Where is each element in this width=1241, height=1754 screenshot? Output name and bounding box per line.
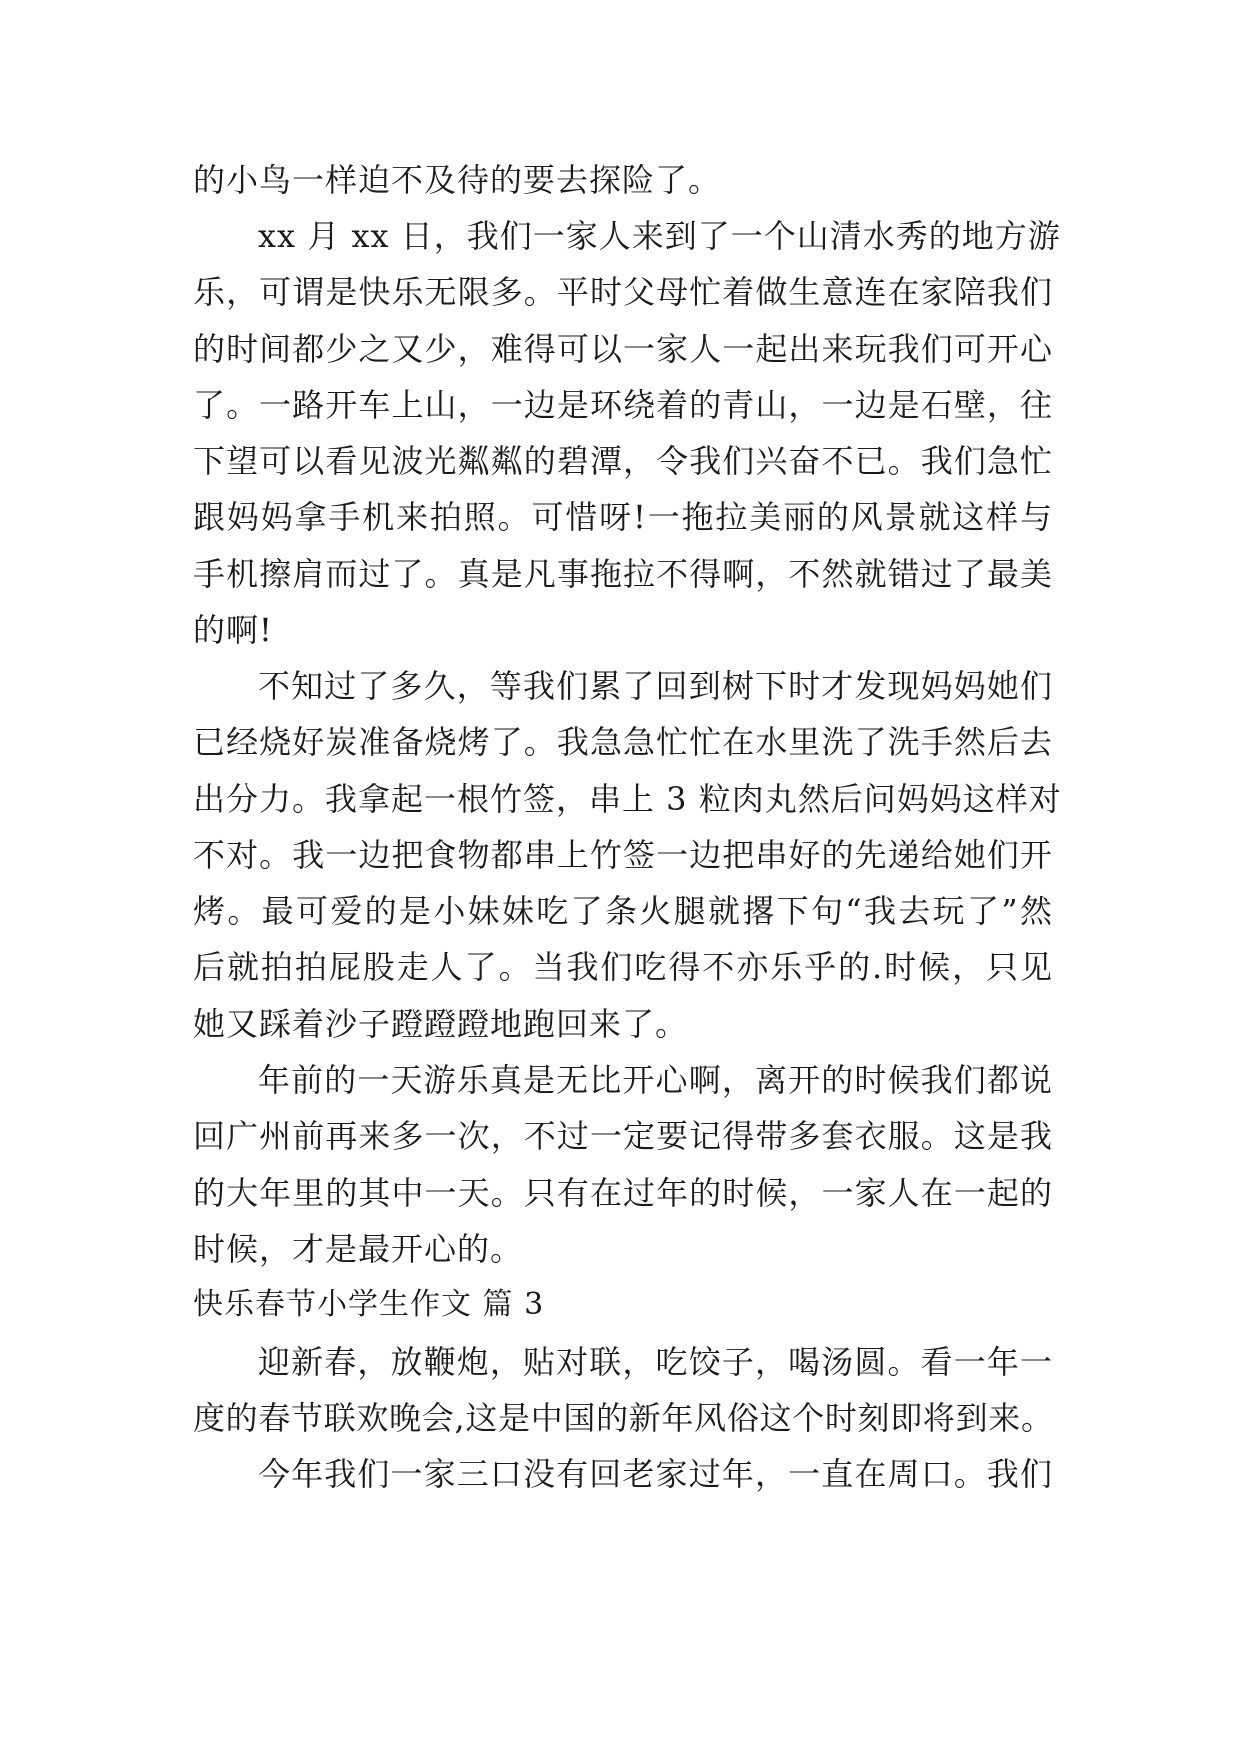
text-line: 乐，可谓是快乐无限多。平时父母忙着做生意连在家陪我们	[193, 273, 1053, 311]
section-heading: 快乐春节小学生作文 篇 3	[193, 1287, 545, 1322]
paragraph-first-line: 今年我们一家三口没有回老家过年，一直在周口。我们	[258, 1455, 1053, 1493]
paragraph-first-line: 不知过了多久，等我们累了回到树下时才发现妈妈她们	[258, 667, 1053, 705]
text-line: 出分力。我拿起一根竹签，串上 3 粒肉丸然后问妈妈这样对	[193, 780, 1062, 818]
text-line: 手机擦肩而过了。真是凡事拖拉不得啊，不然就错过了最美	[193, 555, 1053, 593]
text-line: 跟妈妈拿手机来拍照。可惜呀!一拖拉美丽的风景就这样与	[193, 498, 1053, 536]
text-line: 的啊!	[193, 611, 273, 649]
text-line: 下望可以看见波光粼粼的碧潭，令我们兴奋不已。我们急忙	[193, 442, 1053, 480]
text-line: 回广州前再来多一次，不过一定要记得带多套衣服。这是我	[193, 1117, 1053, 1155]
text-line: 的小鸟一样迫不及待的要去探险了。	[193, 161, 722, 199]
text-line: 度的春节联欢晚会,这是中国的新年风俗这个时刻即将到来。	[193, 1399, 1053, 1437]
text-line: 后就拍拍屁股走人了。当我们吃得不亦乐乎的.时候，只见	[193, 948, 1053, 986]
text-line: 时候，才是最开心的。	[193, 1230, 524, 1268]
text-line: 已经烧好炭准备烧烤了。我急急忙忙在水里洗了洗手然后去	[193, 723, 1053, 761]
text-line: 的时间都少之又少，难得可以一家人一起出来玩我们可开心	[193, 330, 1053, 368]
text-line: 不对。我一边把食物都串上竹签一边把串好的先递给她们开	[193, 836, 1053, 874]
text-line: 烤。最可爱的是小妹妹吃了条火腿就撂下句“我去玩了”然	[193, 892, 1053, 930]
text-line: 了。一路开车上山，一边是环绕着的青山，一边是石壁，往	[193, 386, 1053, 424]
paragraph-first-line: xx 月 xx 日，我们一家人来到了一个山清水秀的地方游	[258, 217, 1061, 255]
paragraph-first-line: 年前的一天游乐真是无比开心啊，离开的时候我们都说	[258, 1061, 1053, 1099]
paragraph-first-line: 迎新春，放鞭炮，贴对联，吃饺子，喝汤圆。看一年一	[258, 1343, 1053, 1381]
text-line: 的大年里的其中一天。只有在过年的时候，一家人在一起的	[193, 1174, 1053, 1212]
text-line: 她又踩着沙子蹬蹬蹬地跑回来了。	[193, 1005, 689, 1043]
